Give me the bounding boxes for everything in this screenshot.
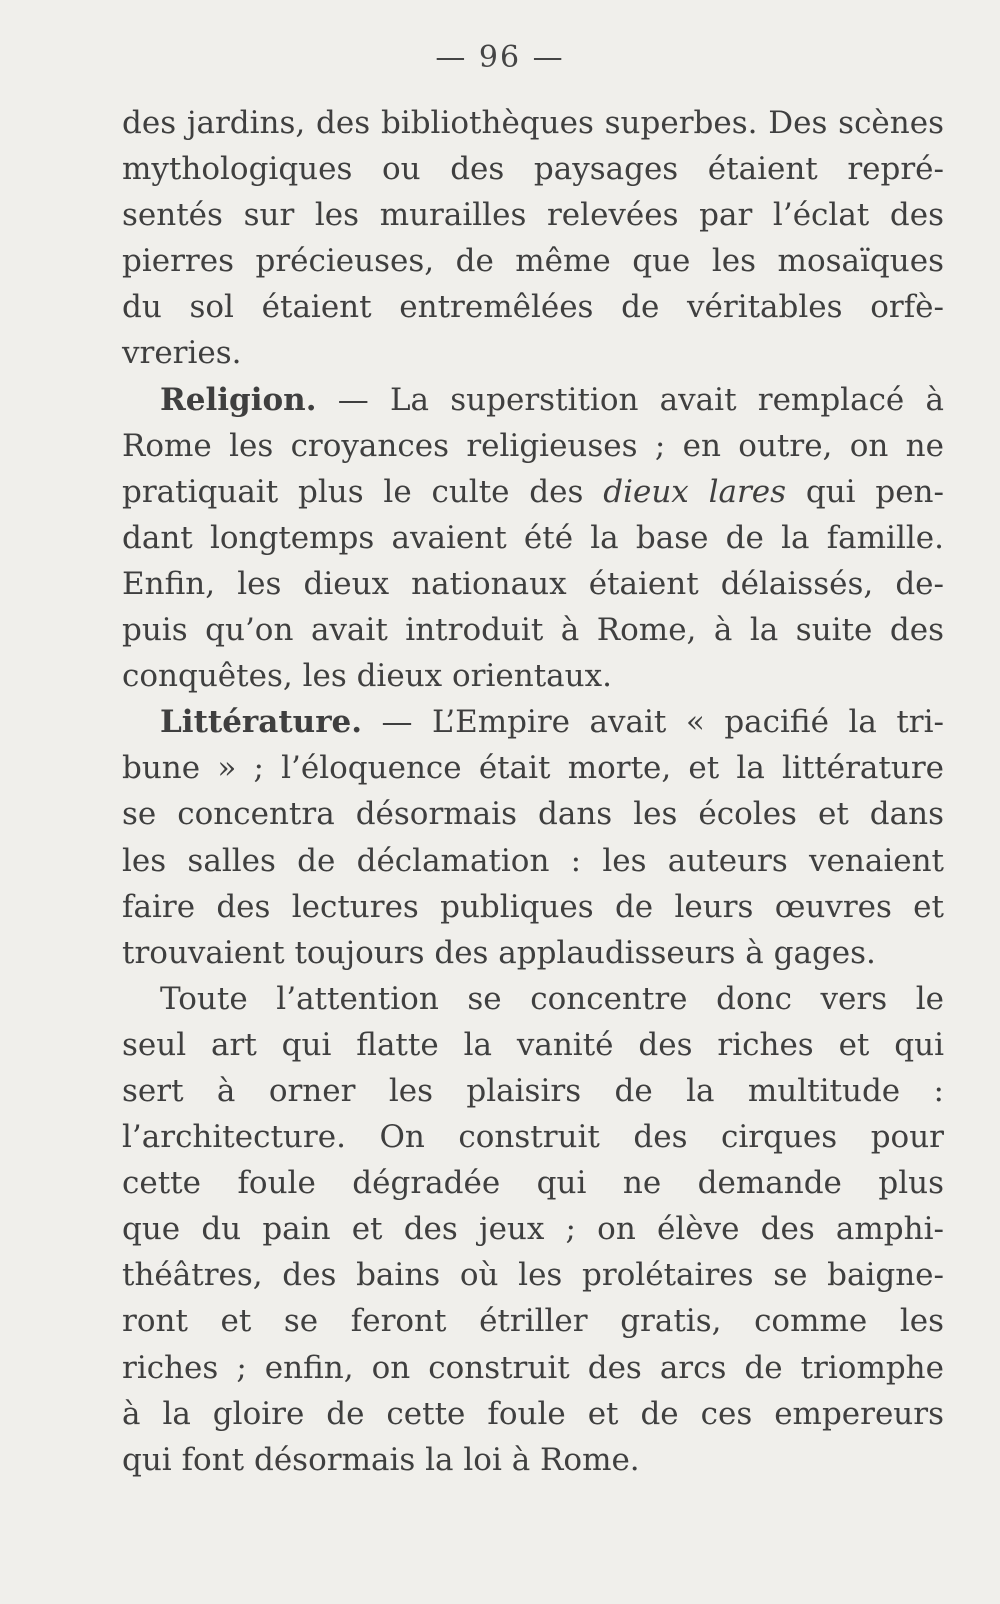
text-line: ront et se feront étriller gratis, comme les (122, 1303, 944, 1340)
text-line: puis qu’on avait introduit à Rome, à la suite des (122, 612, 944, 649)
text-line: vreries. (122, 335, 242, 372)
paragraph-religion-first-line (122, 377, 944, 423)
text-run: pratiquait plus le culte des (122, 473, 604, 510)
text-line: Enfin, les dieux nationaux étaient délaissés, de- (122, 565, 944, 602)
text-line: Rome les croyances religieuses ; en outre, on ne (122, 427, 944, 464)
text-line: Toute l’attention se concentre donc vers le (160, 980, 944, 1017)
text-line: qui font désormais la loi à Rome. (122, 1441, 640, 1478)
text-line: théâtres, des bains où les prolétaires se baigne- (122, 1257, 944, 1294)
text-line: du sol étaient entremêlées de véritables orfè- (122, 289, 944, 326)
text-line: se concentra désormais dans les écoles et dans (122, 796, 944, 833)
text-line: sentés sur les murailles relevées par l’éclat des (122, 197, 944, 234)
text-line: riches ; enfin, on construit des arcs de triomphe (122, 1349, 944, 1386)
text-line: trouvaient toujours des applaudisseurs à gages. (122, 934, 876, 971)
text-line: seul art qui flatte la vanité des riches et qui (122, 1026, 944, 1063)
text-line: les salles de déclamation : les auteurs venaient (122, 842, 944, 879)
text-run: — La superstition avait remplacé à (316, 381, 944, 418)
text-run: qui pen- (786, 473, 944, 510)
text-line: à la gloire de cette foule et de ces empereurs (122, 1395, 944, 1432)
body-text (122, 100, 944, 1483)
italic-term: dieux lares (603, 473, 787, 510)
section-heading-religion: Religion. (160, 381, 317, 418)
text-line: sert à orner les plaisirs de la multitude : (122, 1072, 944, 1109)
text-line (122, 469, 944, 515)
text-line: pierres précieuses, de même que les mosaïques (122, 243, 944, 280)
page-number: — 96 — (435, 40, 565, 75)
text-line: que du pain et des jeux ; on élève des amphi- (122, 1211, 944, 1248)
text-line: dant longtemps avaient été la base de la famille. (122, 519, 944, 556)
paragraph-litterature-first-line (122, 699, 944, 745)
text-line: cette foule dégradée qui ne demande plus (122, 1165, 944, 1202)
text-run: — L’Empire avait « pacifié la tri- (362, 704, 944, 741)
section-heading-litterature: Littérature. (160, 704, 363, 741)
text-line: l’architecture. On construit des cirques pour (122, 1119, 944, 1156)
text-line: mythologiques ou des paysages étaient repré- (122, 151, 944, 188)
text-line: des jardins, des bibliothèques superbes. Des scènes (122, 105, 944, 141)
text-line: faire des lectures publiques de leurs œuvres et (122, 888, 944, 925)
text-line: conquêtes, les dieux orientaux. (122, 658, 612, 695)
text-line: bune » ; l’éloquence était morte, et la littérature (122, 750, 944, 787)
